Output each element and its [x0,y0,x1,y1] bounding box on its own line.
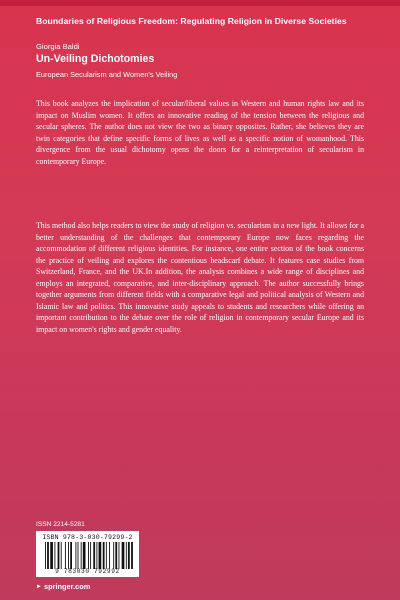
issn-number: ISSN 2214-5281 [36,521,85,528]
isbn-digits: 9 783030 792992 [55,568,120,575]
website-label: springer.com [43,582,91,591]
barcode-icon [45,542,135,569]
isbn-number: ISBN 978-3-030-79299-2 [42,534,133,541]
website-link[interactable] [36,582,90,591]
barcode-label [36,531,139,577]
triangle-arrow-icon: ► [36,584,42,590]
book-subtitle: European Secularism and Women's Veiling [36,70,178,79]
top-rule [0,0,400,6]
series-title: Boundaries of Religious Freedom: Regulating Religion in Diverse Societies [36,16,347,26]
description-paragraph: This book analyzes the implication of secular/liberal values in Western and human rights law and its impact on Muslim women. It offers an innovative reading of the tension between the religious and secular spheres. The author does not view the two as binary opposites. Rather, she believes they are twin categories that define specific forms of lives as well as a specific notion of womanhood. This divergence from the usual dichotomy opens the doors for a reinterpretation of secularism in contemporary Europe. [36,99,364,166]
author-name: Giorgia Baldi [36,42,80,51]
book-title: Un-Veiling Dichotomies [36,53,155,65]
description-paragraph: This method also helps readers to view the study of religion vs. secularism in a new light. It allows for a better understanding of the challenges that contemporary Europe now faces regarding the accommodation of different religious identities. For instance, one entire section of the book concerns the practice of veiling and explores the contentious headscarf debate. It features case studies from Switzerland, France, and the UK.In addition, the analysis combines a wide range of disciplines and employs an integrated, comparative, and inter-disciplinary approach. The author successfully brings together arguments from different fields with a comparative legal and political analysis of Western and Islamic law and politics. This innovative study appeals to students and researchers while offering an important contribution to the debate over the role of religion in contemporary secular Europe and its impact on women's rights and gender equality. [36,221,364,334]
